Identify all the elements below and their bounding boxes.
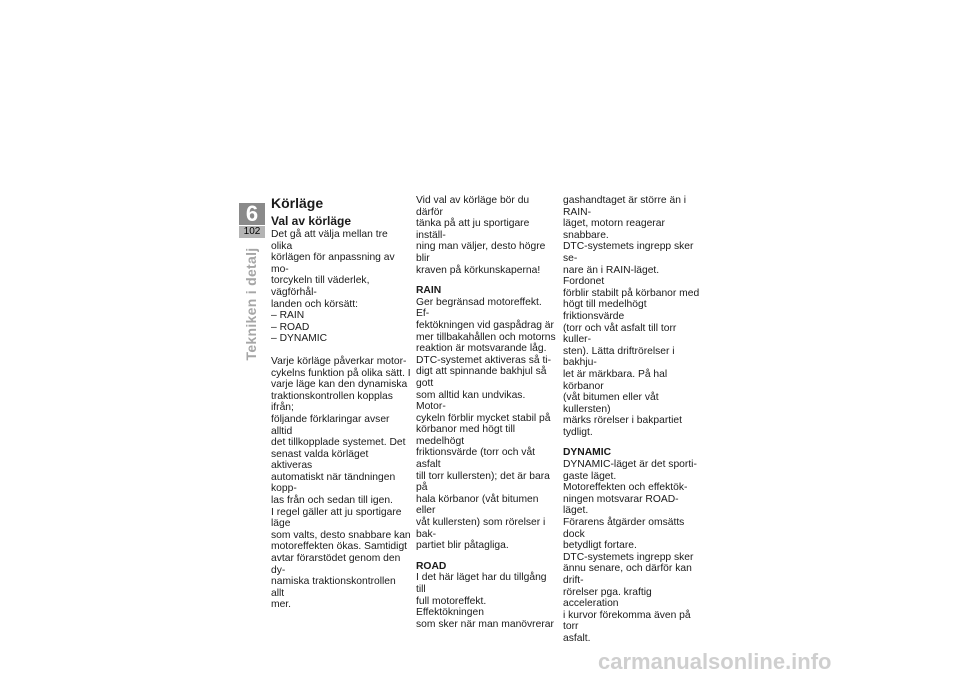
chapter-number-badge: 6 xyxy=(239,203,265,225)
chapter-side-label: Tekniken i detalj xyxy=(243,247,259,361)
page-number: 102 xyxy=(239,226,265,238)
dynamic-heading: DYNAMIC xyxy=(563,447,612,459)
road-paragraph: I det här läget har du tillgång till full motoreffekt. Effektökningen som sker när man manövrerar xyxy=(416,572,554,630)
rain-paragraph: Ger begränsad motoreffekt. Ef- fektökningen vid gaspådrag är mer tillbakahållen och motorns reaktion är motsvarande låg. DTC-systemet aktiveras så ti- digt att spinnande bakhjul så gott som alltid kan undvikas. Motor- cykeln förblir mycket stabil på körbanor med högt till medelhögt friktionsvärde (torr och våt asfalt till torr kullersten); det är bara på hala körbanor (våt bitumen eller våt kullersten) som rörelser i bak- partiet blir påtagliga. xyxy=(416,296,556,552)
mode-list-item: – RAIN xyxy=(271,310,411,322)
rain-heading: RAIN xyxy=(416,285,442,297)
intro-paragraph: Det gå att välja mellan tre olika körlägen för anpassning av mo- torcykeln till väderlek, vägförhål- landen och körsätt: xyxy=(271,229,395,310)
text-column-1 xyxy=(271,195,411,611)
watermark: carmanualsonline.info xyxy=(598,649,832,674)
mode-list xyxy=(271,310,411,345)
road-paragraph-continued: gashandtaget är större än i RAIN- läget, motorn reagerar snabbare. DTC-systemets ingrepp sker se- nare än i RAIN-läget. Fordonet förblir stabilt på körbanor med högt till medelhögt friktionsvärde (torr och våt asfalt till torr kuller- sten). Lätta driftrörelser i bakhju- let är märkbara. På hal körbanor (våt bitumen eller våt kullersten) märks rörelser i bakpartiet tydligt. xyxy=(563,195,700,438)
body-paragraph: Varje körläge påverkar motor- cykelns funktion på olika sätt. I varje läge kan den dynamiska traktionskontrollen kopplas ifrån; följande förklaringar avser alltid det tillkopplade systemet. Det senast valda körläget aktiveras automatiskt när tändningen kopp- las från och sedan till igen. I regel gäller att ju sportigare läge som valts, desto snabbare kan motoreffekten ökas. Samtidigt avtar förarstödet genom den dy- namiska traktionskontrollen allt mer. xyxy=(271,355,411,611)
mode-list-item: – DYNAMIC xyxy=(271,333,411,345)
intro-paragraph: Vid val av körläge bör du därför tänka på att ju sportigare inställ- ning man väljer, desto högre blir kraven på körkunskaperna! xyxy=(416,195,546,276)
section-title: Körläge xyxy=(271,195,324,211)
dynamic-paragraph: DYNAMIC-läget är det sporti- gaste läget. Motoreffekten och effektök- ningen motsvarar ROAD-läget. Förarens åtgärder omsätts dock betydligt fortare. DTC-systemets ingrepp sker ännu senare, och därför kan drift- rörelser pga. kraftig acceleration i kurvor förekomma även på torr asfalt. xyxy=(563,459,697,644)
subsection-title: Val av körläge xyxy=(271,214,352,228)
text-column-3 xyxy=(563,195,703,645)
road-heading: ROAD xyxy=(416,560,447,572)
text-column-2 xyxy=(416,195,556,630)
mode-list-item: – ROAD xyxy=(271,322,411,334)
